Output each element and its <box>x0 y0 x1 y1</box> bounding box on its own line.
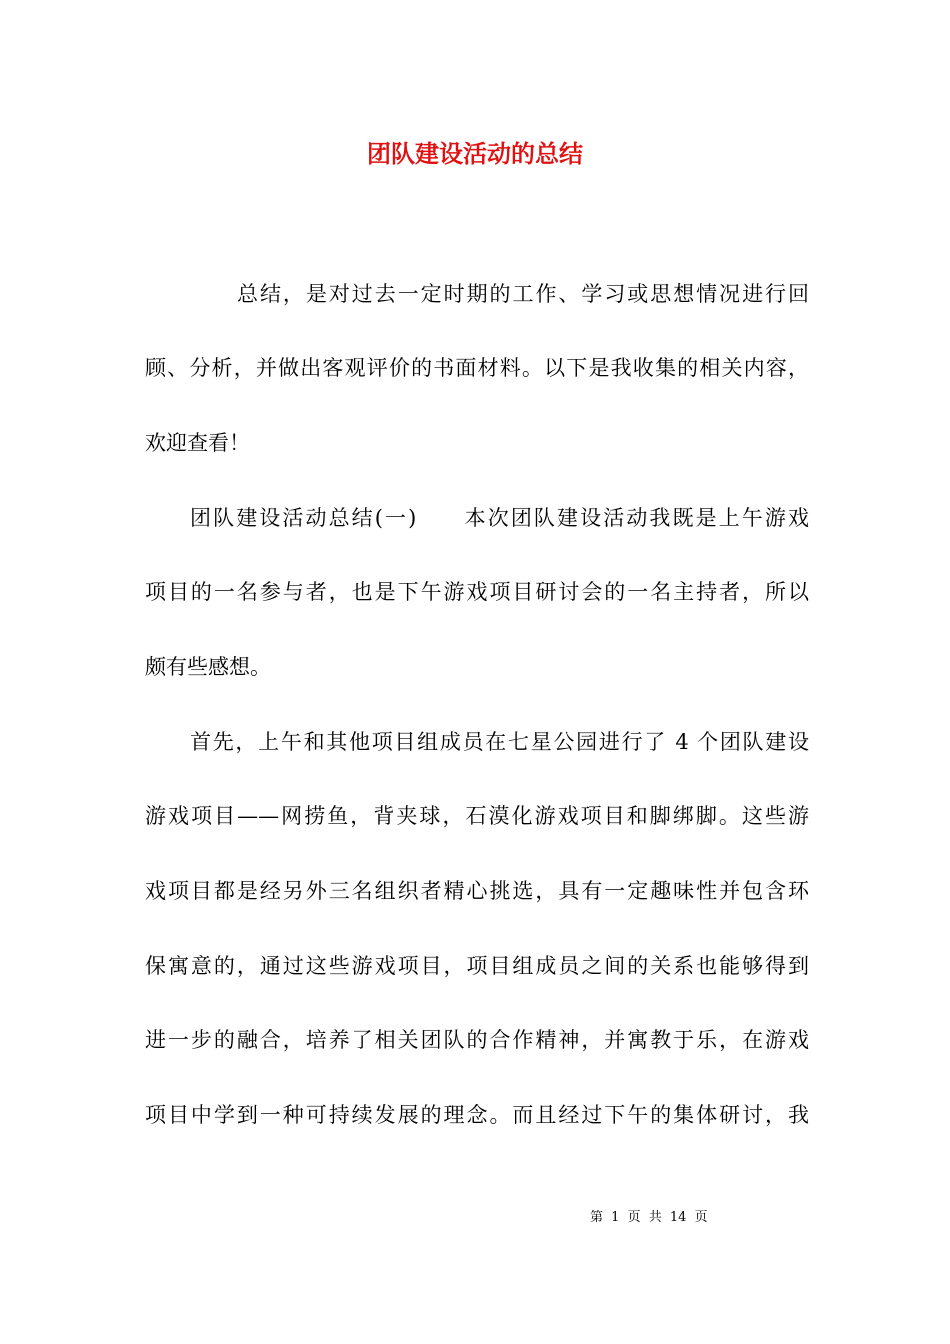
body-line-12: 项目中学到一种可持续发展的理念。而且经过下午的集体研讨，我 <box>145 1103 809 1127</box>
body-line-7: 首先，上午和其他项目组成员在七星公园进行了 4 个团队建设 <box>190 730 809 754</box>
body-line-9: 戏项目都是经另外三名组织者精心挑选，具有一定趣味性并包含环 <box>145 879 809 903</box>
body-line-4: 团队建设活动总结(一) 本次团队建设活动我既是上午游戏 <box>190 506 809 530</box>
footer-total-pages: 14 <box>669 1210 687 1225</box>
body-line-10: 保寓意的，通过这些游戏项目，项目组成员之间的关系也能够得到 <box>145 954 809 978</box>
body-line-3: 欢迎查看！ <box>145 431 250 455</box>
footer-current-page: 1 <box>611 1210 620 1225</box>
body-line-11: 进一步的融合，培养了相关团队的合作精神，并寓教于乐，在游戏 <box>145 1028 809 1052</box>
footer-suffix: 页 <box>694 1210 708 1225</box>
footer-total-prefix: 共 <box>648 1210 662 1225</box>
body-line-1: 总结，是对过去一定时期的工作、学习或思想情况进行回 <box>237 282 809 306</box>
body-line-2: 顾、分析，并做出客观评价的书面材料。以下是我收集的相关内容， <box>145 356 809 380</box>
body-line-5: 项目的一名参与者，也是下午游戏项目研讨会的一名主持者，所以 <box>145 580 809 604</box>
footer-prefix: 第 <box>590 1210 604 1225</box>
body-line-8: 游戏项目——网捞鱼，背夹球，石漠化游戏项目和脚绑脚。这些游 <box>145 804 809 828</box>
body-line-6: 颇有些感想。 <box>145 655 271 679</box>
document-title: 团队建设活动的总结 <box>367 139 583 168</box>
footer-page-word: 页 <box>627 1210 641 1225</box>
